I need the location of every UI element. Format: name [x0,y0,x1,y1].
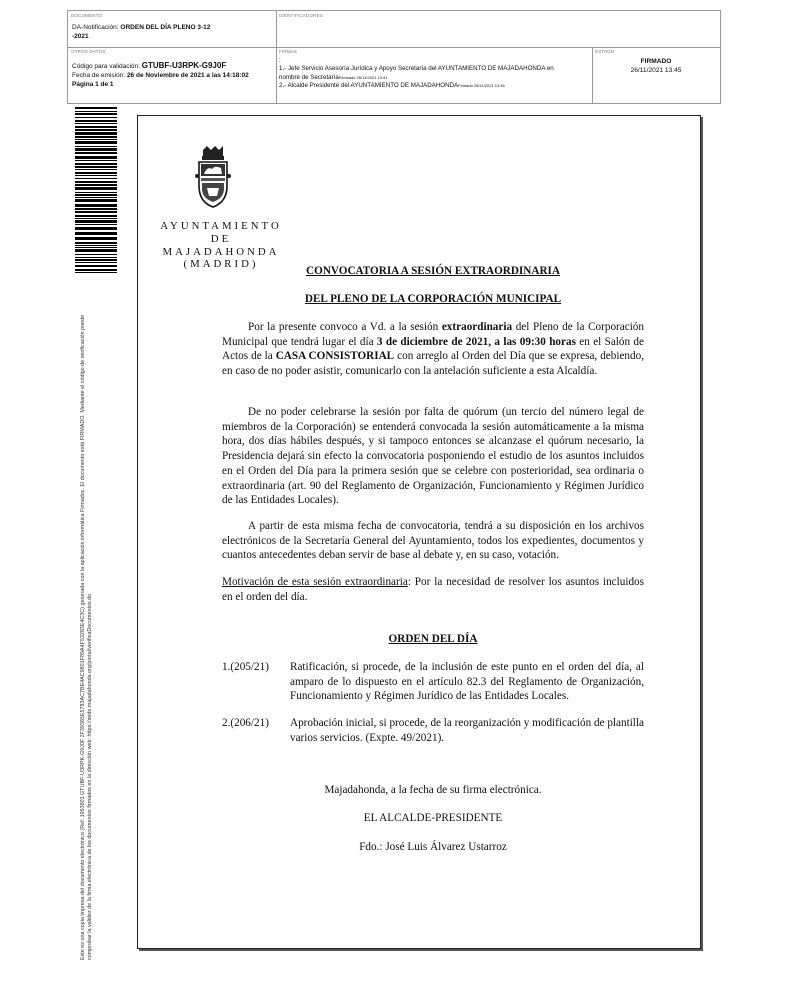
barcode-bar [75,249,117,252]
barcode-bar [75,166,117,168]
barcode-bar [75,254,117,255]
barcode-bar [75,136,117,138]
closing-signer: Fdo.: José Luis Álvarez Ustarroz [359,841,507,853]
barcode-bar [75,197,117,198]
barcode-bar [75,160,117,161]
firma-2 [279,82,591,90]
item-2-text: Aprobación inicial, si procede, de la reorganización y modificación de plantilla varios servicios. (Expte. 49/2021). [290,717,644,744]
document-title: CONVOCATORIA A SESIÓN EXTRAORDINARIA [306,265,560,277]
barcode-bar [75,265,117,267]
letterhead-line-1: AYUNTAMIENTO DE [160,220,282,245]
barcode-bar [75,232,117,235]
otros-datos-label: OTROS DATOS [71,49,106,54]
documento-prefix: DA-Notificación: [72,24,119,31]
p1-text-c: del Pleno de la Corporación Municipal que tendrá lugar el día [222,321,644,348]
motivacion-text: : Por la necesidad de resolver los asuntos incluidos en el orden del día. [222,576,644,603]
estado-label: ESTADO [595,49,615,54]
documento-value [72,23,210,41]
barcode-bar [75,262,117,263]
barcode-bar [75,123,117,124]
barcode-bar [75,126,117,128]
estado-fecha: 26/11/2021 13:45 [630,66,682,74]
item-2-number: 2.(206/21) [222,717,269,729]
barcode-bar [75,237,117,240]
motivacion-label: Motivación de esta sesión extraordinaria [222,576,408,588]
firmas-list [279,57,591,90]
codigo-line [72,61,276,71]
barcode-bar [75,192,117,193]
p1-fecha-hora: 3 de diciembre de 2021, a las 09:30 horas [376,335,576,348]
barcode-bar [75,257,117,258]
fecha-prefix: Fecha de emisión: [72,72,126,79]
pagina-line [72,80,276,89]
verification-header [67,10,721,104]
barcode-bar [75,245,117,246]
firma-1b [279,74,591,82]
barcode-bar [75,175,117,176]
barcode-bar [75,224,117,225]
letterhead-line-3: (MADRID) [183,258,259,271]
barcode-bar [75,181,117,183]
firma-2-firmado: Firmado 26/11/2021 13:45 [458,82,505,88]
otros-datos-cell [68,47,276,103]
paragraph-convocatoria [222,320,644,379]
barcode-bar [75,132,117,135]
municipal-crest-logo [193,146,233,208]
fecha-emision: 26 de Noviembre de 2021 a las 14:18:02 [126,72,249,79]
firma-2-text: 2.- Alcalde Presidente del AYUNTAMIENTO DE MAJADAHONDA [279,81,459,89]
barcode-bar [75,215,117,217]
barcode-bar [75,242,117,244]
documento-cell [68,11,276,47]
firmas-label: FIRMAS [279,49,298,54]
barcode-bar [75,113,117,115]
paragraph-quorum: De no poder celebrarse la sesión por falta de quórum (un tercio del número legal de miembros de la Corporación) se entenderá convocada la sesión automáticamente a la misma hora, dos días hábiles después, y si tampoco entonces se alcanzase el quórum necesario, la Presidencia dejará sin efecto la convocatoria posponiendo el estudio de los asuntos incluidos en el Orden del Día para la primera sesión que se celebre con posterioridad, sea ordinaria o extraordinaria (art. 90 del Reglamento de Organización, Funcionamiento y Régimen Jurídico de las Entidades Locales). [222,406,644,507]
barcode-bar [75,163,117,165]
firma-1-text: 1.- Jefe Servicio Asesoría Jurídica y Apoyo Secretaría del AYUNTAMIENTO DE MAJADAHONDA en [279,65,554,73]
barcode-bar [75,220,117,223]
fecha-line [72,71,276,80]
verification-side-text: Este es una copia impresa del documento electrónico (Ref: 1953801 GTUBF-U3RPK-G9J0F 2F39385E5783AC7BE4AC9801F89A4F53283E4C3C) generada con la aplicación informática Firmadoc. El documento está FIRMADO. Mediante el código de verificación puede comprobar la validez de la firma electrónica de los documentos firmados en la dirección web: https://sede.majadahonda.org/portal/verificaDocumentos.do [80,314,93,960]
p1-extraordinaria: extraordinaria [441,321,513,333]
identificadores-cell [276,11,720,47]
barcode-bar [75,178,117,179]
otros-datos-value [72,61,276,89]
firmas-cell [276,47,592,103]
codigo-prefix: Código para validación: [72,63,140,70]
pagina-value: Página 1 de 1 [72,81,114,88]
barcode-bar [75,146,117,147]
barcode-bar [75,199,117,202]
p1-text-a: Por la presente convoco a Vd. a la sesión [248,321,442,333]
barcode-bar [75,172,117,174]
orden-del-dia-title: ORDEN DEL DÍA [388,633,478,645]
identificadores-label: IDENTIFICADORES [279,13,324,18]
barcode-bar [75,152,117,154]
p1-text-e: en el Salón de Actos de la [222,335,644,363]
firma-1 [279,65,591,73]
document-subtitle: DEL PLENO DE LA CORPORACIÓN MUNICIPAL [304,293,562,305]
p1-casa-consistorial: CASA CONSISTORIAL [275,350,395,363]
firma-1-text-b: nombre de Secretaría [279,73,339,81]
barcode-image [75,107,117,275]
closing-place: Majadahonda, a la fecha de su firma electrónica. [324,784,542,796]
firma-1-revisado: Revisado 26/11/2021 13:41 [338,74,388,80]
barcode-bar [75,227,117,230]
documento-title-2: -2021 [72,33,89,40]
barcode-bar [75,156,117,159]
barcode-bar [75,272,117,273]
letterhead-line-2: MAJADAHONDA [162,245,280,258]
barcode-bar [75,187,117,190]
barcode-bar [75,259,117,261]
documento-label: DOCUMENTO [71,13,103,18]
documento-title: ORDEN DEL DÍA PLENO 3-12 [120,24,211,31]
paragraph-motivacion [222,575,644,604]
paragraph-archivos: A partir de esta misma fecha de convocatoria, tendrá a su disposición en los archivos electrónicos de la Secretaría General del Ayuntamiento, todos los expedientes, documentos y cuantos antecedentes deban servir de base al debate y, en su caso, votación. [222,520,644,562]
barcode-bar [75,269,117,271]
firmas-colon: : [279,57,281,64]
item-1-text: Ratificación, si procede, de la inclusión de este punto en el orden del día, al amparo de lo dispuesto en el artículo 82.3 del Reglamento de Organización, Funcionamiento y Régimen Jurídico de las Entidades Locales. [290,661,644,703]
barcode-bar [75,129,117,131]
barcode-bar [75,139,117,140]
barcode-bar [75,169,117,170]
barcode-bar [75,107,117,109]
barcode-bar [75,120,117,122]
barcode-bar [75,247,117,248]
estado-firmado: FIRMADO [640,58,672,65]
barcode-bar [75,204,117,207]
closing-role: EL ALCALDE-PRESIDENTE [363,812,503,824]
estado-cell [592,47,720,103]
codigo-validacion[interactable]: GTUBF-U3RPK-G9J0F [141,61,227,70]
barcode-bar [75,111,117,112]
item-1-number: 1.(205/21) [222,661,269,673]
barcode-bar [75,117,117,118]
estado-value [592,58,720,75]
barcode-bar [75,184,117,186]
barcode-bar [75,208,117,210]
barcode-bar [75,218,117,219]
barcode-bar [75,141,117,144]
barcode-bar [75,211,117,213]
barcode-bar [75,148,117,151]
barcode-bar [75,194,117,196]
p1-text-g: con arreglo al Orden del Día que se expresa, debiendo, en caso de no poder asistir, comunicarlo con la antelación suficiente a esta Alcaldía. [222,350,645,378]
